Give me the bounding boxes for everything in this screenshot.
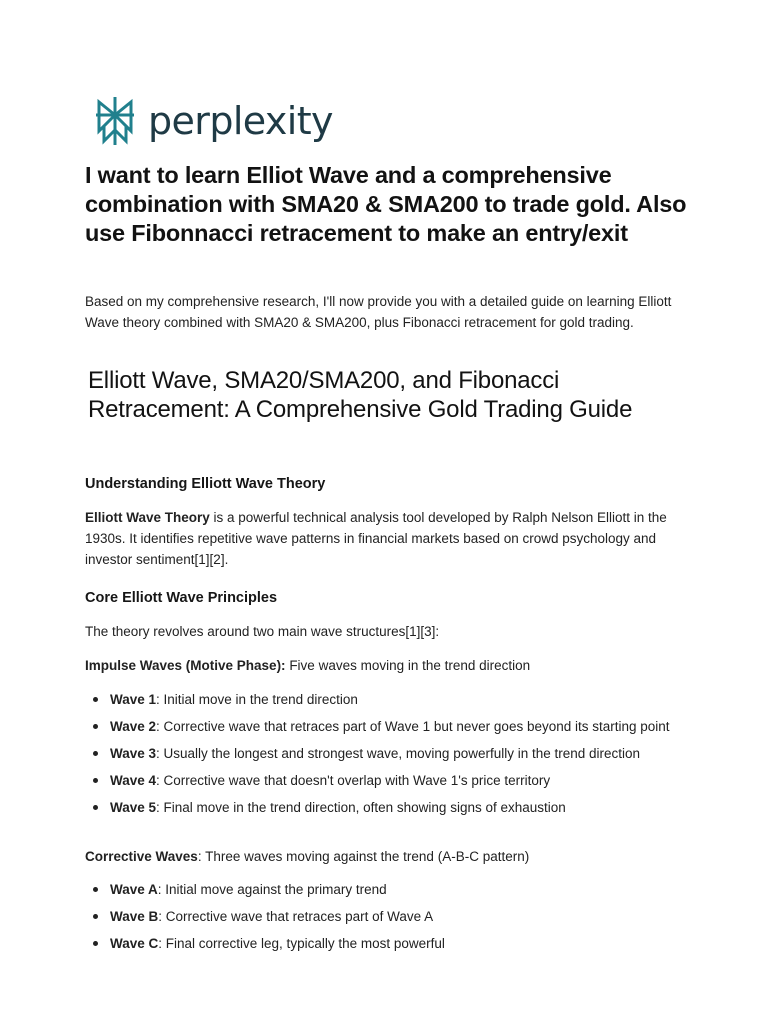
list-item-text: : Corrective wave that doesn't overlap with Wave 1's price territory [156,773,551,788]
list-item-text: : Final corrective leg, typically the most powerful [158,936,445,951]
list-item-text: : Corrective wave that retraces part of Wave 1 but never goes beyond its starting point [156,719,670,734]
list-item-label: Wave B [110,909,159,924]
corrective-waves-line [85,846,529,867]
list-item-text: : Initial move in the trend direction [156,692,358,707]
corrective-text: : Three waves moving against the trend (A-B-C pattern) [197,849,530,864]
impulse-text: Five waves moving in the trend direction [285,658,531,673]
list-item-text: : Final move in the trend direction, often showing signs of exhaustion [156,800,566,815]
section-heading-understanding: Understanding Elliott Wave Theory [85,476,326,492]
principles-intro: The theory revolves around two main wave structures[1][3]: [85,624,440,639]
definition-text: is a powerful technical analysis tool developed by Ralph Nelson Elliott in the 1930s. It identifies repetitive wave patterns in financial markets based on crowd psychology and investor sentiment[1][2]. [85,510,667,567]
list-item [90,933,670,954]
list-item-label: Wave 3 [110,746,157,761]
list-item-label: Wave 5 [110,800,157,815]
definition-term: Elliott Wave Theory [85,510,210,525]
perplexity-logo [92,93,333,149]
corrective-wave-list [90,879,670,960]
list-item-label: Wave 1 [110,692,157,707]
intro-paragraph: Based on my comprehensive research, I'll now provide you with a detailed guide on learning Elliott Wave theory combined with SMA20 & SMA200, plus Fibonacci retracement for gold trading. [85,294,672,330]
perplexity-wordmark: perplexity [148,99,333,143]
impulse-label: Impulse Waves (Motive Phase): [85,658,286,673]
list-item-label: Wave 2 [110,719,157,734]
list-item [90,716,670,737]
section-heading-principles: Core Elliott Wave Principles [85,590,278,606]
list-item [90,743,670,764]
perplexity-logo-icon [92,95,138,147]
list-item [90,879,670,900]
list-item-label: Wave C [110,936,159,951]
list-item [90,906,670,927]
list-item [90,689,670,710]
definition-paragraph [85,507,685,570]
list-item-label: Wave A [110,882,158,897]
corrective-label: Corrective Waves [85,849,198,864]
list-item-text: : Usually the longest and strongest wave, moving powerfully in the trend direction [156,746,641,761]
list-item-text: : Corrective wave that retraces part of Wave A [158,909,434,924]
question-title: I want to learn Elliot Wave and a comprehensive combination with SMA20 & SMA200 to trade gold. Also use Fibonnacci retracement to make an entry/exit [85,162,687,246]
list-item-label: Wave 4 [110,773,157,788]
guide-title: Elliott Wave, SMA20/SMA200, and Fibonacci Retracement: A Comprehensive Gold Trading Guide [88,367,633,423]
list-item-text: : Initial move against the primary trend [157,882,387,897]
impulse-waves-line [85,655,530,676]
list-item [90,797,670,818]
list-item [90,770,670,791]
impulse-wave-list [90,689,670,824]
